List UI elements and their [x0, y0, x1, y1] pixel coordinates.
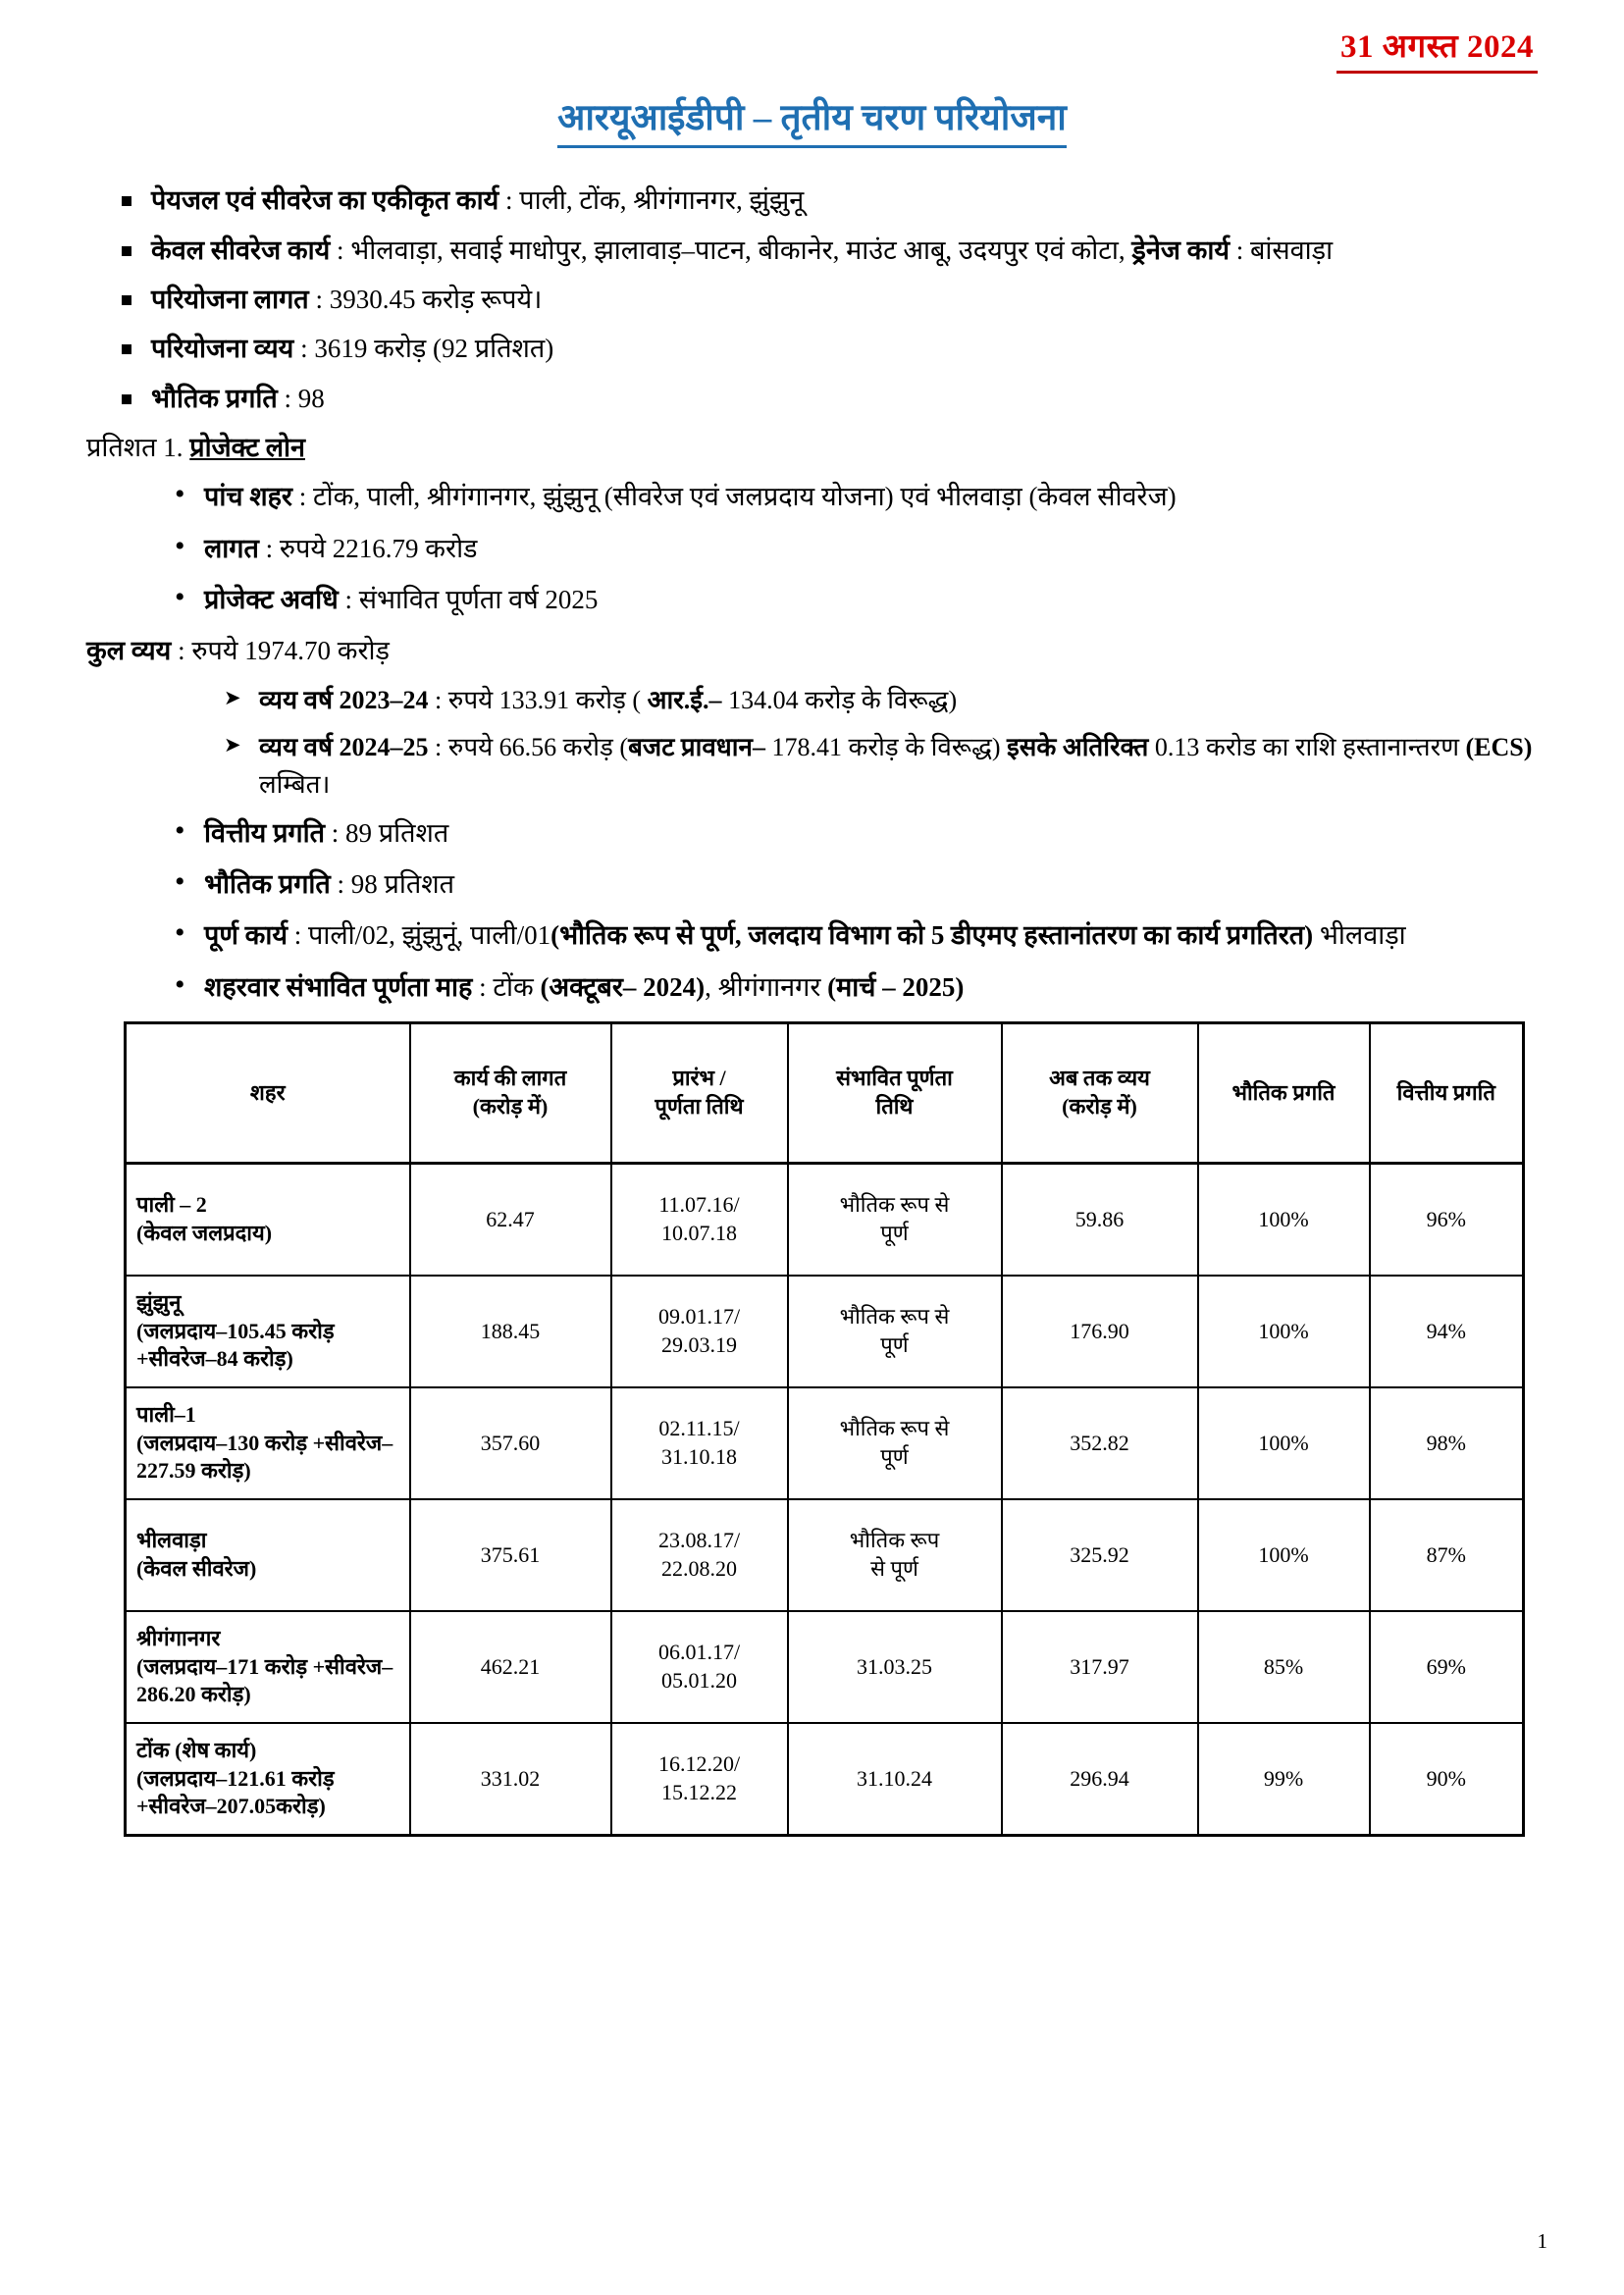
cell-physical-progress: 100%	[1198, 1499, 1370, 1611]
city-detail: (केवल सीवरेज)	[136, 1555, 257, 1581]
cell-financial-progress: 90%	[1370, 1723, 1524, 1836]
date-start: 02.11.15/	[658, 1416, 740, 1441]
list-item	[116, 330, 1547, 367]
city-name: भीलवाड़ा	[136, 1528, 207, 1553]
column-header-likely-completion	[788, 1022, 1002, 1163]
header-date-container	[77, 29, 1547, 74]
city-detail: (जलप्रदाय–171 करोड़ +सीवरेज–286.20 करोड़)	[136, 1653, 393, 1707]
list-item	[171, 478, 1547, 515]
cell-financial-progress: 98%	[1370, 1387, 1524, 1499]
year-label: व्यय वर्ष 2023–24	[259, 685, 429, 714]
cell-dates	[611, 1723, 788, 1836]
bullet-label: पेयजल एवं सीवरेज का एकीकृत कार्य	[151, 185, 499, 216]
cell-city	[126, 1276, 410, 1387]
ecs-label: (ECS)	[1465, 733, 1533, 762]
progress-bullet-list	[77, 814, 1547, 1006]
section-prefix: प्रतिशत 1.	[86, 432, 190, 462]
column-header-city	[126, 1022, 410, 1163]
city-detail: (जलप्रदाय–105.45 करोड़ +सीवरेज–84 करोड़)	[136, 1318, 335, 1372]
date-start: 16.12.20/	[657, 1751, 741, 1777]
cell-spent: 296.94	[1002, 1723, 1198, 1836]
cell-dates	[611, 1387, 788, 1499]
loan-bullet-list	[77, 478, 1547, 618]
year-mid: : रुपये 66.56 करोड़ (	[428, 733, 629, 762]
likely-line-1: भौतिक रूप से	[839, 1416, 950, 1441]
table-row	[126, 1163, 1524, 1276]
date-start: 23.08.17/	[657, 1528, 741, 1553]
header-line: संभावित पूर्णता	[836, 1066, 953, 1091]
bullet-inline-bold: (भौतिक रूप से पूर्ण, जलदाय विभाग को 5 डीएमए हस्तानांतरण का कार्य प्रगतिरत)	[550, 920, 1314, 951]
bullet-tail: भीलवाड़ा	[1313, 920, 1406, 951]
cell-cost: 375.61	[410, 1499, 611, 1611]
column-header-dates	[611, 1022, 788, 1163]
date-start: 06.01.17/	[657, 1640, 741, 1665]
year-tail: 178.41 करोड़ के विरूद्ध)	[764, 733, 1008, 762]
header-line: (करोड़ में)	[1062, 1093, 1137, 1119]
header-line: प्रारंभ /	[672, 1066, 726, 1091]
bullet-inline-bold-2: (मार्च – 2025)	[827, 971, 965, 1002]
city-detail: (जलप्रदाय–121.61 करोड़ +सीवरेज–207.05करोड़)	[136, 1765, 335, 1819]
header-line: कार्य की लागत	[453, 1066, 567, 1091]
year-bold-term: बजट प्रावधान–	[628, 733, 765, 762]
bullet-tail: , श्रीगंगानगर	[705, 971, 828, 1002]
list-item	[224, 682, 1547, 719]
city-name: टोंक (शेष कार्य)	[136, 1738, 257, 1763]
bullet-value: : टोंक	[472, 971, 541, 1002]
city-detail: (केवल जलप्रदाय)	[136, 1220, 273, 1245]
likely-line-1: भौतिक रूप से	[839, 1304, 950, 1330]
year-tail-2: 0.13 करोड का राशि हस्तानान्तरण	[1148, 733, 1466, 762]
cell-city	[126, 1499, 410, 1611]
city-progress-table	[124, 1021, 1525, 1837]
page-title: आरयूआईडीपी – तृतीय चरण परियोजना	[557, 97, 1067, 148]
table-row	[126, 1723, 1524, 1836]
likely-line-1: भौतिक रूप	[849, 1528, 940, 1553]
table-row	[126, 1611, 1524, 1723]
bullet-inline-bold: (अक्टूबर– 2024)	[540, 971, 706, 1002]
total-expenditure-line	[77, 632, 1547, 669]
city-progress-table-container	[77, 1021, 1547, 1837]
header-line: शहर	[249, 1079, 286, 1105]
list-item	[171, 814, 1547, 852]
bullet-label: पूर्ण कार्य	[204, 920, 288, 951]
city-name: झुंझुनू	[136, 1290, 182, 1316]
bullet-label: वित्तीय प्रगति	[204, 817, 326, 848]
list-item	[116, 281, 1547, 318]
cell-city	[126, 1723, 410, 1836]
bullet-label-secondary: ड्रेनेज कार्य	[1131, 235, 1230, 265]
year-tail: 134.04 करोड़ के विरूद्ध)	[721, 685, 958, 714]
cell-cost: 188.45	[410, 1276, 611, 1387]
bullet-value: : संभावित पूर्णता वर्ष 2025	[338, 584, 599, 614]
cell-spent: 176.90	[1002, 1276, 1198, 1387]
bullet-label: पांच शहर	[204, 482, 292, 512]
cell-dates	[611, 1276, 788, 1387]
bullet-value: : 89 प्रतिशत	[325, 817, 449, 848]
total-expenditure-value: : रुपये 1974.70 करोड़	[171, 636, 390, 666]
list-item	[116, 380, 1547, 417]
table-row	[126, 1499, 1524, 1611]
column-header-financial-progress	[1370, 1022, 1524, 1163]
date-end: 15.12.22	[661, 1779, 737, 1804]
bullet-value: : 98 प्रतिशत	[330, 869, 455, 899]
cell-likely-completion: 31.03.25	[788, 1611, 1002, 1723]
city-name: श्रीगंगानगर	[136, 1626, 221, 1651]
cell-cost: 62.47	[410, 1163, 611, 1276]
cell-dates	[611, 1499, 788, 1611]
table-body	[126, 1163, 1524, 1835]
title-container	[77, 97, 1547, 148]
city-detail: (जलप्रदाय–130 करोड़ +सीवरेज–227.59 करोड़)	[136, 1430, 393, 1484]
cell-city	[126, 1163, 410, 1276]
cell-spent: 325.92	[1002, 1499, 1198, 1611]
list-item	[116, 232, 1547, 269]
bullet-label: परियोजना व्यय	[151, 334, 294, 364]
bullet-value: : भीलवाड़ा, सवाई माधोपुर, झालावाड़–पाटन, बीकानेर, माउंट आबू, उदयपुर एवं कोटा,	[330, 235, 1132, 265]
list-item	[171, 530, 1547, 567]
bullet-label: प्रोजेक्ट अवधि	[204, 584, 339, 614]
year-bold-term-2: इसके अतिरिक्त	[1007, 733, 1149, 762]
section-heading: प्रोजेक्ट लोन	[189, 432, 305, 462]
cell-spent: 317.97	[1002, 1611, 1198, 1723]
year-expenditure-list	[77, 682, 1547, 804]
city-name: पाली–1	[136, 1402, 196, 1428]
column-header-spent	[1002, 1022, 1198, 1163]
list-item	[224, 729, 1547, 803]
list-item	[171, 968, 1547, 1006]
likely-line-1: भौतिक रूप से	[839, 1192, 950, 1218]
header-line: वित्तीय प्रगति	[1396, 1079, 1495, 1105]
bullet-label: भौतिक प्रगति	[204, 869, 331, 899]
list-item	[171, 581, 1547, 618]
cell-cost: 357.60	[410, 1387, 611, 1499]
bullet-label: लागत	[204, 533, 259, 563]
cell-spent: 352.82	[1002, 1387, 1198, 1499]
date-end: 10.07.18	[661, 1220, 737, 1245]
document-body	[77, 182, 1547, 1837]
year-tail-3: लम्बित।	[259, 769, 331, 799]
cell-financial-progress: 69%	[1370, 1611, 1524, 1723]
cell-financial-progress: 94%	[1370, 1276, 1524, 1387]
bullet-label: भौतिक प्रगति	[151, 383, 278, 413]
bullet-value: : 3930.45 करोड़ रूपये।	[308, 284, 543, 314]
year-label: व्यय वर्ष 2024–25	[259, 733, 429, 762]
cell-cost: 462.21	[410, 1611, 611, 1723]
cell-likely-completion	[788, 1163, 1002, 1276]
header-line: (करोड़ में)	[472, 1093, 549, 1119]
list-item	[171, 865, 1547, 903]
header-line: पूर्णता तिथि	[655, 1093, 744, 1119]
likely-line-2: पूर्ण	[880, 1443, 909, 1469]
bullet-value: : टोंक, पाली, श्रीगंगानगर, झुंझुनू (सीवरेज एवं जलप्रदाय योजना) एवं भीलवाड़ा (केवल सीवरेज)	[291, 482, 1177, 512]
cell-financial-progress: 87%	[1370, 1499, 1524, 1611]
bullet-value: : पाली/02, झुंझुनूं, पाली/01	[288, 920, 551, 951]
bullet-label: शहरवार संभावित पूर्णता माह	[204, 971, 473, 1002]
cell-likely-completion	[788, 1387, 1002, 1499]
header-line: भौतिक प्रगति	[1231, 1079, 1336, 1105]
cell-physical-progress: 100%	[1198, 1276, 1370, 1387]
cell-physical-progress: 85%	[1198, 1611, 1370, 1723]
cell-spent: 59.86	[1002, 1163, 1198, 1276]
cell-likely-completion: 31.10.24	[788, 1723, 1002, 1836]
list-item	[171, 916, 1547, 954]
list-item	[116, 182, 1547, 219]
cell-physical-progress: 100%	[1198, 1163, 1370, 1276]
cell-financial-progress: 96%	[1370, 1163, 1524, 1276]
column-header-cost	[410, 1022, 611, 1163]
date-end: 05.01.20	[661, 1667, 737, 1693]
table-row	[126, 1387, 1524, 1499]
bullet-value-secondary: : बांसवाड़ा	[1230, 235, 1334, 265]
page-number: 1	[1537, 2229, 1547, 2253]
total-expenditure-label: कुल व्यय	[86, 636, 172, 666]
date-start: 11.07.16/	[658, 1192, 740, 1218]
cell-city	[126, 1387, 410, 1499]
document-date: 31 अगस्त 2024	[1336, 29, 1538, 74]
cell-dates	[611, 1163, 788, 1276]
cell-physical-progress: 99%	[1198, 1723, 1370, 1836]
likely-line-2: पूर्ण	[880, 1331, 909, 1357]
bullet-label: केवल सीवरेज कार्य	[151, 235, 331, 265]
cell-physical-progress: 100%	[1198, 1387, 1370, 1499]
cell-cost: 331.02	[410, 1723, 611, 1836]
likely-line-2: से पूर्ण	[870, 1555, 918, 1581]
city-name: पाली – 2	[136, 1192, 207, 1218]
cell-likely-completion	[788, 1276, 1002, 1387]
date-end: 29.03.19	[661, 1331, 737, 1357]
year-mid: : रुपये 133.91 करोड़ (	[428, 685, 648, 714]
date-start: 09.01.17/	[657, 1304, 741, 1330]
cell-city	[126, 1611, 410, 1723]
bullet-value: : 98	[277, 383, 325, 413]
header-line: तिथि	[875, 1093, 914, 1119]
header-line: अब तक व्यय	[1049, 1066, 1150, 1091]
cell-dates	[611, 1611, 788, 1723]
summary-bullet-list	[77, 182, 1547, 417]
column-header-physical-progress	[1198, 1022, 1370, 1163]
year-bold-term: आर.ई.–	[647, 685, 722, 714]
section-heading-line	[77, 429, 1547, 466]
bullet-value: : रुपये 2216.79 करोड	[258, 533, 478, 563]
bullet-label: परियोजना लागत	[151, 284, 309, 314]
table-header-row	[126, 1022, 1524, 1163]
bullet-value: : 3619 करोड़ (92 प्रतिशत)	[293, 334, 554, 364]
likely-line-2: पूर्ण	[880, 1220, 909, 1245]
date-end: 31.10.18	[661, 1443, 737, 1469]
table-row	[126, 1276, 1524, 1387]
cell-likely-completion	[788, 1499, 1002, 1611]
bullet-value: : पाली, टोंक, श्रीगंगानगर, झुंझुनू	[498, 185, 805, 216]
date-end: 22.08.20	[661, 1555, 737, 1581]
